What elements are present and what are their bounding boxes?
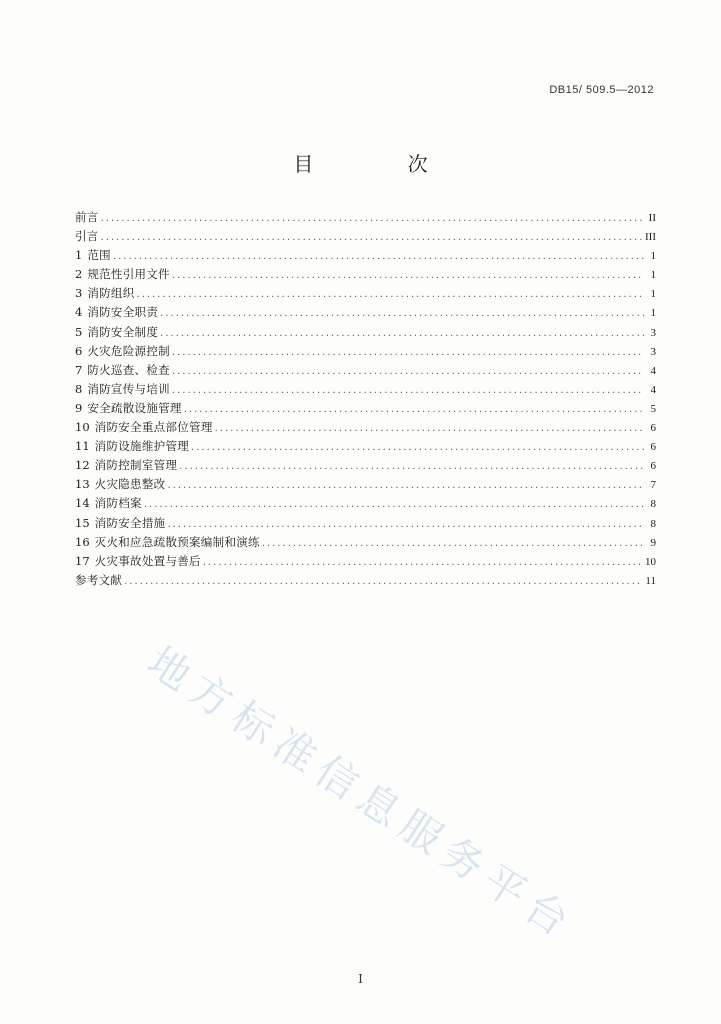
toc-entry-page: 11: [645, 574, 656, 587]
toc-entry-page: 10: [645, 555, 656, 568]
toc-entry[interactable]: [75, 437, 656, 456]
toc-entry-page: 8: [650, 498, 656, 511]
standard-code: DB15/ 509.5—2012: [549, 84, 654, 96]
toc-entry-label: 灭火和应急疏散预案编制和演练: [94, 534, 260, 549]
toc-entry-number: 6: [75, 343, 83, 358]
toc-entry-label: 消防控制室管理: [94, 458, 178, 473]
toc-entry-page: 1: [650, 269, 656, 282]
toc-entry-number: 14: [75, 496, 90, 511]
toc-leader-dots: [113, 247, 644, 266]
toc-entry[interactable]: [75, 246, 656, 265]
toc-entry[interactable]: [75, 533, 656, 552]
toc-entry[interactable]: [75, 265, 656, 284]
toc-entry-number: 16: [75, 534, 90, 549]
toc-entry-label: 防火巡查、检查: [87, 362, 170, 377]
toc-entry-number: 2: [75, 267, 83, 282]
toc-entry[interactable]: [75, 208, 656, 227]
toc-entry-page: 4: [650, 364, 656, 377]
toc-leader-dots: [160, 304, 644, 323]
toc-entry-label: 火灾事故处置与善后: [94, 553, 201, 568]
toc-entry-label: 规范性引用文件: [87, 267, 170, 282]
toc-leader-dots: [101, 209, 644, 228]
toc-entry-page: III: [645, 231, 656, 244]
toc-entry[interactable]: [75, 323, 656, 342]
toc-entry-number: 8: [75, 381, 83, 396]
toc-entry[interactable]: [75, 361, 656, 380]
toc-entry[interactable]: [75, 380, 656, 399]
toc-entry-label: 参考文献: [75, 572, 123, 587]
toc-entry[interactable]: [75, 227, 656, 246]
toc-entry-page: 4: [650, 383, 656, 396]
toc-entry-number: 10: [75, 420, 90, 435]
toc-entry-label: 消防安全职责: [87, 305, 159, 320]
toc-entry-number: 9: [75, 400, 83, 415]
toc-leader-dots: [179, 457, 644, 476]
toc-leader-dots: [172, 381, 644, 400]
toc-entry-page: 1: [650, 288, 656, 301]
toc-leader-dots: [172, 362, 644, 381]
toc-entry-label: 前言: [75, 210, 99, 224]
toc-entry-page: II: [648, 212, 656, 224]
toc-leader-dots: [215, 419, 644, 438]
toc-entry[interactable]: [75, 303, 656, 322]
toc-entry[interactable]: [75, 284, 656, 303]
toc-entry-number: 3: [75, 286, 83, 301]
toc-title: 目 次: [293, 152, 472, 176]
toc-entry[interactable]: [75, 494, 656, 513]
toc-entry-label: 消防安全重点部位管理: [94, 420, 213, 435]
toc-list: [75, 208, 656, 590]
toc-leader-dots: [167, 515, 644, 534]
toc-leader-dots: [101, 228, 643, 247]
toc-entry-label: 安全疏散设施管理: [87, 400, 182, 415]
toc-leader-dots: [184, 400, 644, 419]
toc-entry-number: 11: [75, 439, 90, 454]
toc-leader-dots: [137, 285, 644, 304]
toc-entry-number: 13: [75, 477, 90, 492]
toc-entry-page: 3: [650, 345, 656, 358]
toc-entry-page: 1: [650, 250, 656, 263]
toc-entry[interactable]: [75, 342, 656, 361]
toc-entry-page: 6: [650, 460, 656, 473]
toc-leader-dots: [172, 266, 644, 285]
toc-entry-label: 火灾隐患整改: [94, 477, 166, 492]
toc-entry-page: 8: [650, 517, 656, 530]
page-number: I: [358, 972, 363, 986]
toc-entry-page: 6: [650, 441, 656, 454]
toc-entry[interactable]: [75, 571, 656, 590]
toc-entry-number: 7: [75, 362, 83, 377]
toc-entry-label: 消防组织: [87, 286, 135, 301]
toc-entry-page: 1: [650, 307, 656, 320]
toc-entry-number: 1: [75, 248, 83, 263]
toc-entry-number: 15: [75, 515, 90, 530]
toc-entry-label: 消防安全措施: [94, 515, 166, 530]
toc-entry-label: 消防设施维护管理: [94, 439, 190, 454]
toc-leader-dots: [203, 553, 643, 572]
toc-entry-number: 5: [75, 324, 83, 339]
toc-entry-page: 5: [650, 402, 656, 415]
toc-entry-page: 9: [650, 536, 656, 549]
toc-leader-dots: [172, 343, 644, 362]
toc-entry-label: 范围: [87, 248, 111, 263]
toc-entry-page: 6: [650, 422, 656, 435]
toc-entry[interactable]: [75, 418, 656, 437]
toc-leader-dots: [167, 476, 644, 495]
toc-leader-dots: [191, 438, 644, 457]
toc-entry-label: 消防安全制度: [87, 324, 159, 339]
toc-leader-dots: [160, 324, 644, 343]
toc-entry-page: 3: [650, 326, 656, 339]
toc-entry[interactable]: [75, 552, 656, 571]
toc-leader-dots: [262, 534, 644, 553]
toc-entry-number: 4: [75, 305, 83, 320]
toc-entry-number: 17: [75, 553, 90, 568]
toc-entry[interactable]: [75, 514, 656, 533]
toc-entry-number: 12: [75, 458, 90, 473]
toc-entry-label: 消防档案: [94, 496, 142, 511]
toc-entry[interactable]: [75, 456, 656, 475]
toc-entry-label: 消防宣传与培训: [87, 381, 170, 396]
watermark: 地方标准信息服务平台: [138, 637, 585, 951]
toc-entry[interactable]: [75, 475, 656, 494]
toc-entry-page: 7: [650, 479, 656, 492]
toc-entry-label: 火灾危险源控制: [87, 343, 170, 358]
toc-entry[interactable]: [75, 399, 656, 418]
toc-leader-dots: [144, 495, 644, 514]
toc-leader-dots: [124, 572, 643, 591]
toc-entry-label: 引言: [75, 229, 99, 244]
